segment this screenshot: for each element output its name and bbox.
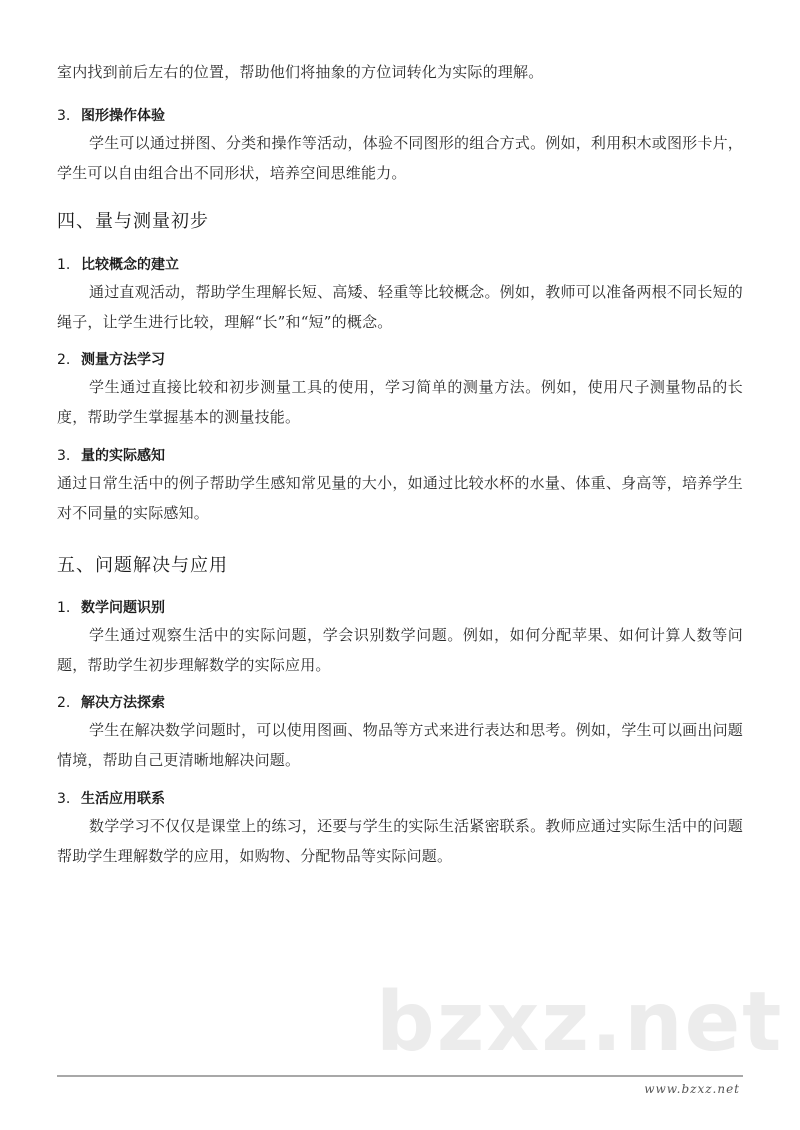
item-number: 3. [57, 791, 71, 807]
item-body: 学生可以通过拼图、分类和操作等活动，体验不同图形的组合方式。例如，利用积木或图形卡片，学生可以自由组合出不同形状，培养空间思维能力。 [57, 134, 743, 182]
item-number: 1. [57, 600, 71, 616]
item-body: 数学学习不仅仅是课堂上的练习，还要与学生的实际生活紧密联系。教师应通过实际生活中的问题帮助学生理解数学的应用，如购物、分配物品等实际问题。 [57, 817, 743, 865]
item-body: 学生通过直接比较和初步测量工具的使用，学习简单的测量方法。例如，使用尺子测量物品的长度，帮助学生掌握基本的测量技能。 [57, 378, 743, 426]
item-title: 图形操作体验 [81, 108, 165, 124]
item-heading-graphic-operation [57, 105, 165, 125]
item-heading [57, 349, 165, 369]
item-body: 通过日常生活中的例子帮助学生感知常见量的大小，如通过比较水杯的水量、体重、身高等，培养学生对不同量的实际感知。 [57, 474, 743, 522]
section-heading-measurement: 四、量与测量初步 [57, 211, 209, 232]
item-title: 数学问题识别 [81, 600, 165, 616]
item-body: 学生在解决数学问题时，可以使用图画、物品等方式来进行表达和思考。例如，学生可以画出问题情境，帮助自己更清晰地解决问题。 [57, 721, 743, 769]
item-body: 通过直观活动，帮助学生理解长短、高矮、轻重等比较概念。例如，教师可以准备两根不同长短的绳子，让学生进行比较，理解“长”和“短”的概念。 [57, 283, 743, 331]
item-number: 2. [57, 695, 71, 711]
item-number: 1. [57, 257, 71, 273]
item-number: 3. [57, 448, 71, 464]
item-heading [57, 597, 165, 617]
item-number: 2. [57, 352, 71, 368]
item-title: 解决方法探索 [81, 695, 165, 711]
watermark-logo: bzxz.net [376, 975, 784, 1070]
section-heading-problem-solving: 五、问题解决与应用 [57, 555, 228, 576]
item-heading [57, 445, 165, 465]
footer-divider [57, 1075, 743, 1077]
item-title: 生活应用联系 [81, 791, 165, 807]
continuation-paragraph: 室内找到前后左右的位置，帮助他们将抽象的方位词转化为实际的理解。 [57, 63, 544, 81]
item-heading [57, 254, 179, 274]
footer-url: www.bzxz.net [644, 1082, 740, 1096]
item-heading [57, 692, 165, 712]
item-heading [57, 788, 165, 808]
item-number: 3. [57, 108, 71, 124]
item-body: 学生通过观察生活中的实际问题，学会识别数学问题。例如，如何分配苹果、如何计算人数等问题，帮助学生初步理解数学的实际应用。 [57, 626, 743, 674]
item-title: 比较概念的建立 [81, 257, 179, 273]
item-title: 测量方法学习 [81, 352, 165, 368]
item-title: 量的实际感知 [81, 448, 165, 464]
